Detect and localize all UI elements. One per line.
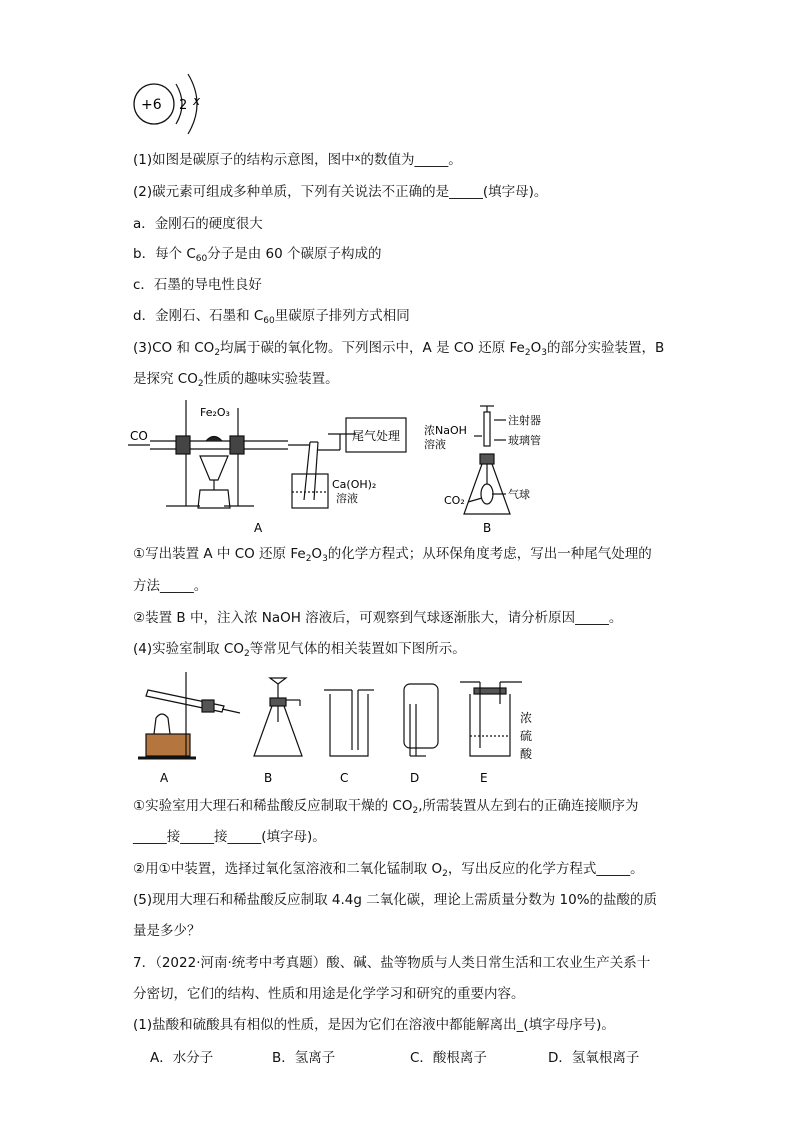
naoh-solution-label: 溶液: [424, 438, 446, 451]
option-c: c．石墨的导电性良好: [133, 277, 262, 293]
q4-sub2: ②用①中装置，选择过氧化氢溶液和二氧化锰制取 $O_2$，写出反应的化学方程式_____。: [133, 861, 644, 879]
caoh2-label: Ca(OH)₂: [332, 478, 377, 491]
sub-question-1-line2: 方法_____。: [133, 578, 208, 594]
question-3-line2: 是探究 $CO_2$性质的趣味实验装置。: [133, 371, 339, 389]
acid-label-2: 硫: [520, 729, 533, 743]
solution-label-a: 溶液: [336, 492, 358, 505]
figure-a-label: A: [254, 521, 263, 535]
apparatus-figure-ab: [128, 398, 568, 540]
question-4: (4)实验室制取 $CO_2$等常见气体的相关装置如下图所示。: [133, 641, 466, 659]
question-5-line2: 量是多少？: [133, 923, 201, 939]
question-7-part1: (1)盐酸和硫酸具有相似的性质，是因为它们在溶液中都能解离出_(填字母序号)。: [133, 1017, 615, 1033]
question-5-line1: (5)现用大理石和稀盐酸反应制取 4.4g 二氧化碳，理论上需质量分数为 10%的盐酸的质: [133, 892, 658, 908]
question-3-line1: (3)CO 和 $CO_2$均属于碳的氧化物。下列图示中，A 是 CO 还原 $Fe_2O_3$的部分实验装置，B: [133, 340, 665, 358]
q4-sub1-line1: ①实验室用大理石和稀盐酸反应制取干燥的 $CO_2$,所需装置从左到右的正确连接顺序为: [133, 798, 639, 816]
apparatus-b: [464, 406, 510, 514]
figure-b-label: B: [483, 521, 492, 535]
tail-gas-label: 尾气处理: [352, 429, 401, 443]
balloon-label: 气球: [508, 488, 530, 501]
fig2-label-b: B: [264, 771, 273, 785]
apparatus-a: [128, 400, 406, 508]
glass-tube-label: 玻璃管: [508, 434, 541, 447]
co-label: CO: [130, 429, 148, 443]
fig2-label-c: C: [340, 771, 349, 785]
choice-d: D．氢氧根离子: [548, 1050, 640, 1066]
sub-question-2: ②装置 B 中，注入浓 NaOH 溶液后，可观察到气球逐渐胀大，请分析原因_____。: [133, 610, 623, 626]
question-1: (1)如图是碳原子的结构示意图，图中$^x$的数值为_____。: [133, 152, 462, 168]
apparatus-figure-ae: [130, 664, 550, 790]
option-a: a．金刚石的硬度很大: [133, 216, 263, 232]
co2-label: CO₂: [444, 494, 465, 507]
acid-label-1: 浓: [520, 711, 533, 725]
q4-sub1-line2: _____接_____接_____(填字母)。: [133, 829, 326, 845]
option-d: d．金刚石、石墨和 $C_{60}$里碳原子排列方式相同: [133, 308, 410, 326]
fig2-label-a: A: [160, 771, 169, 785]
naoh-label: 浓NaOH: [424, 424, 467, 437]
option-b: b．每个 $C_{60}$分子是由 60 个碳原子构成的: [133, 246, 382, 264]
choice-b: B．氢离子: [272, 1050, 336, 1066]
question-7-line2: 分密切，它们的结构、性质和用途是化学学习和研究的重要内容。: [133, 986, 525, 1002]
fig2-label-d: D: [410, 771, 420, 785]
shell2-electrons: x: [193, 94, 201, 108]
acid-label-3: 酸: [520, 747, 533, 761]
nucleus-charge: +6: [141, 97, 162, 113]
syringe-label: 注射器: [508, 414, 541, 427]
fe2o3-label: Fe₂O₃: [200, 406, 230, 419]
fig2-label-e: E: [480, 771, 488, 785]
choice-c: C．酸根离子: [410, 1050, 487, 1066]
choice-a: A．水分子: [150, 1050, 214, 1066]
shell1-electrons: 2: [179, 98, 188, 113]
carbon-atom-diagram: [130, 70, 210, 140]
sub-question-1-line1: ①写出装置 A 中 CO 还原 $Fe_2O_3$的化学方程式；从环保角度考虑，写出一种尾气处理的: [133, 546, 652, 564]
question-7-line1: 7．（2022·河南·统考中考真题）酸、碱、盐等物质与人类日常生活和工农业生产关系十: [133, 955, 651, 971]
question-2: (2)碳元素可组成多种单质，下列有关说法不正确的是_____(填字母)。: [133, 184, 548, 200]
